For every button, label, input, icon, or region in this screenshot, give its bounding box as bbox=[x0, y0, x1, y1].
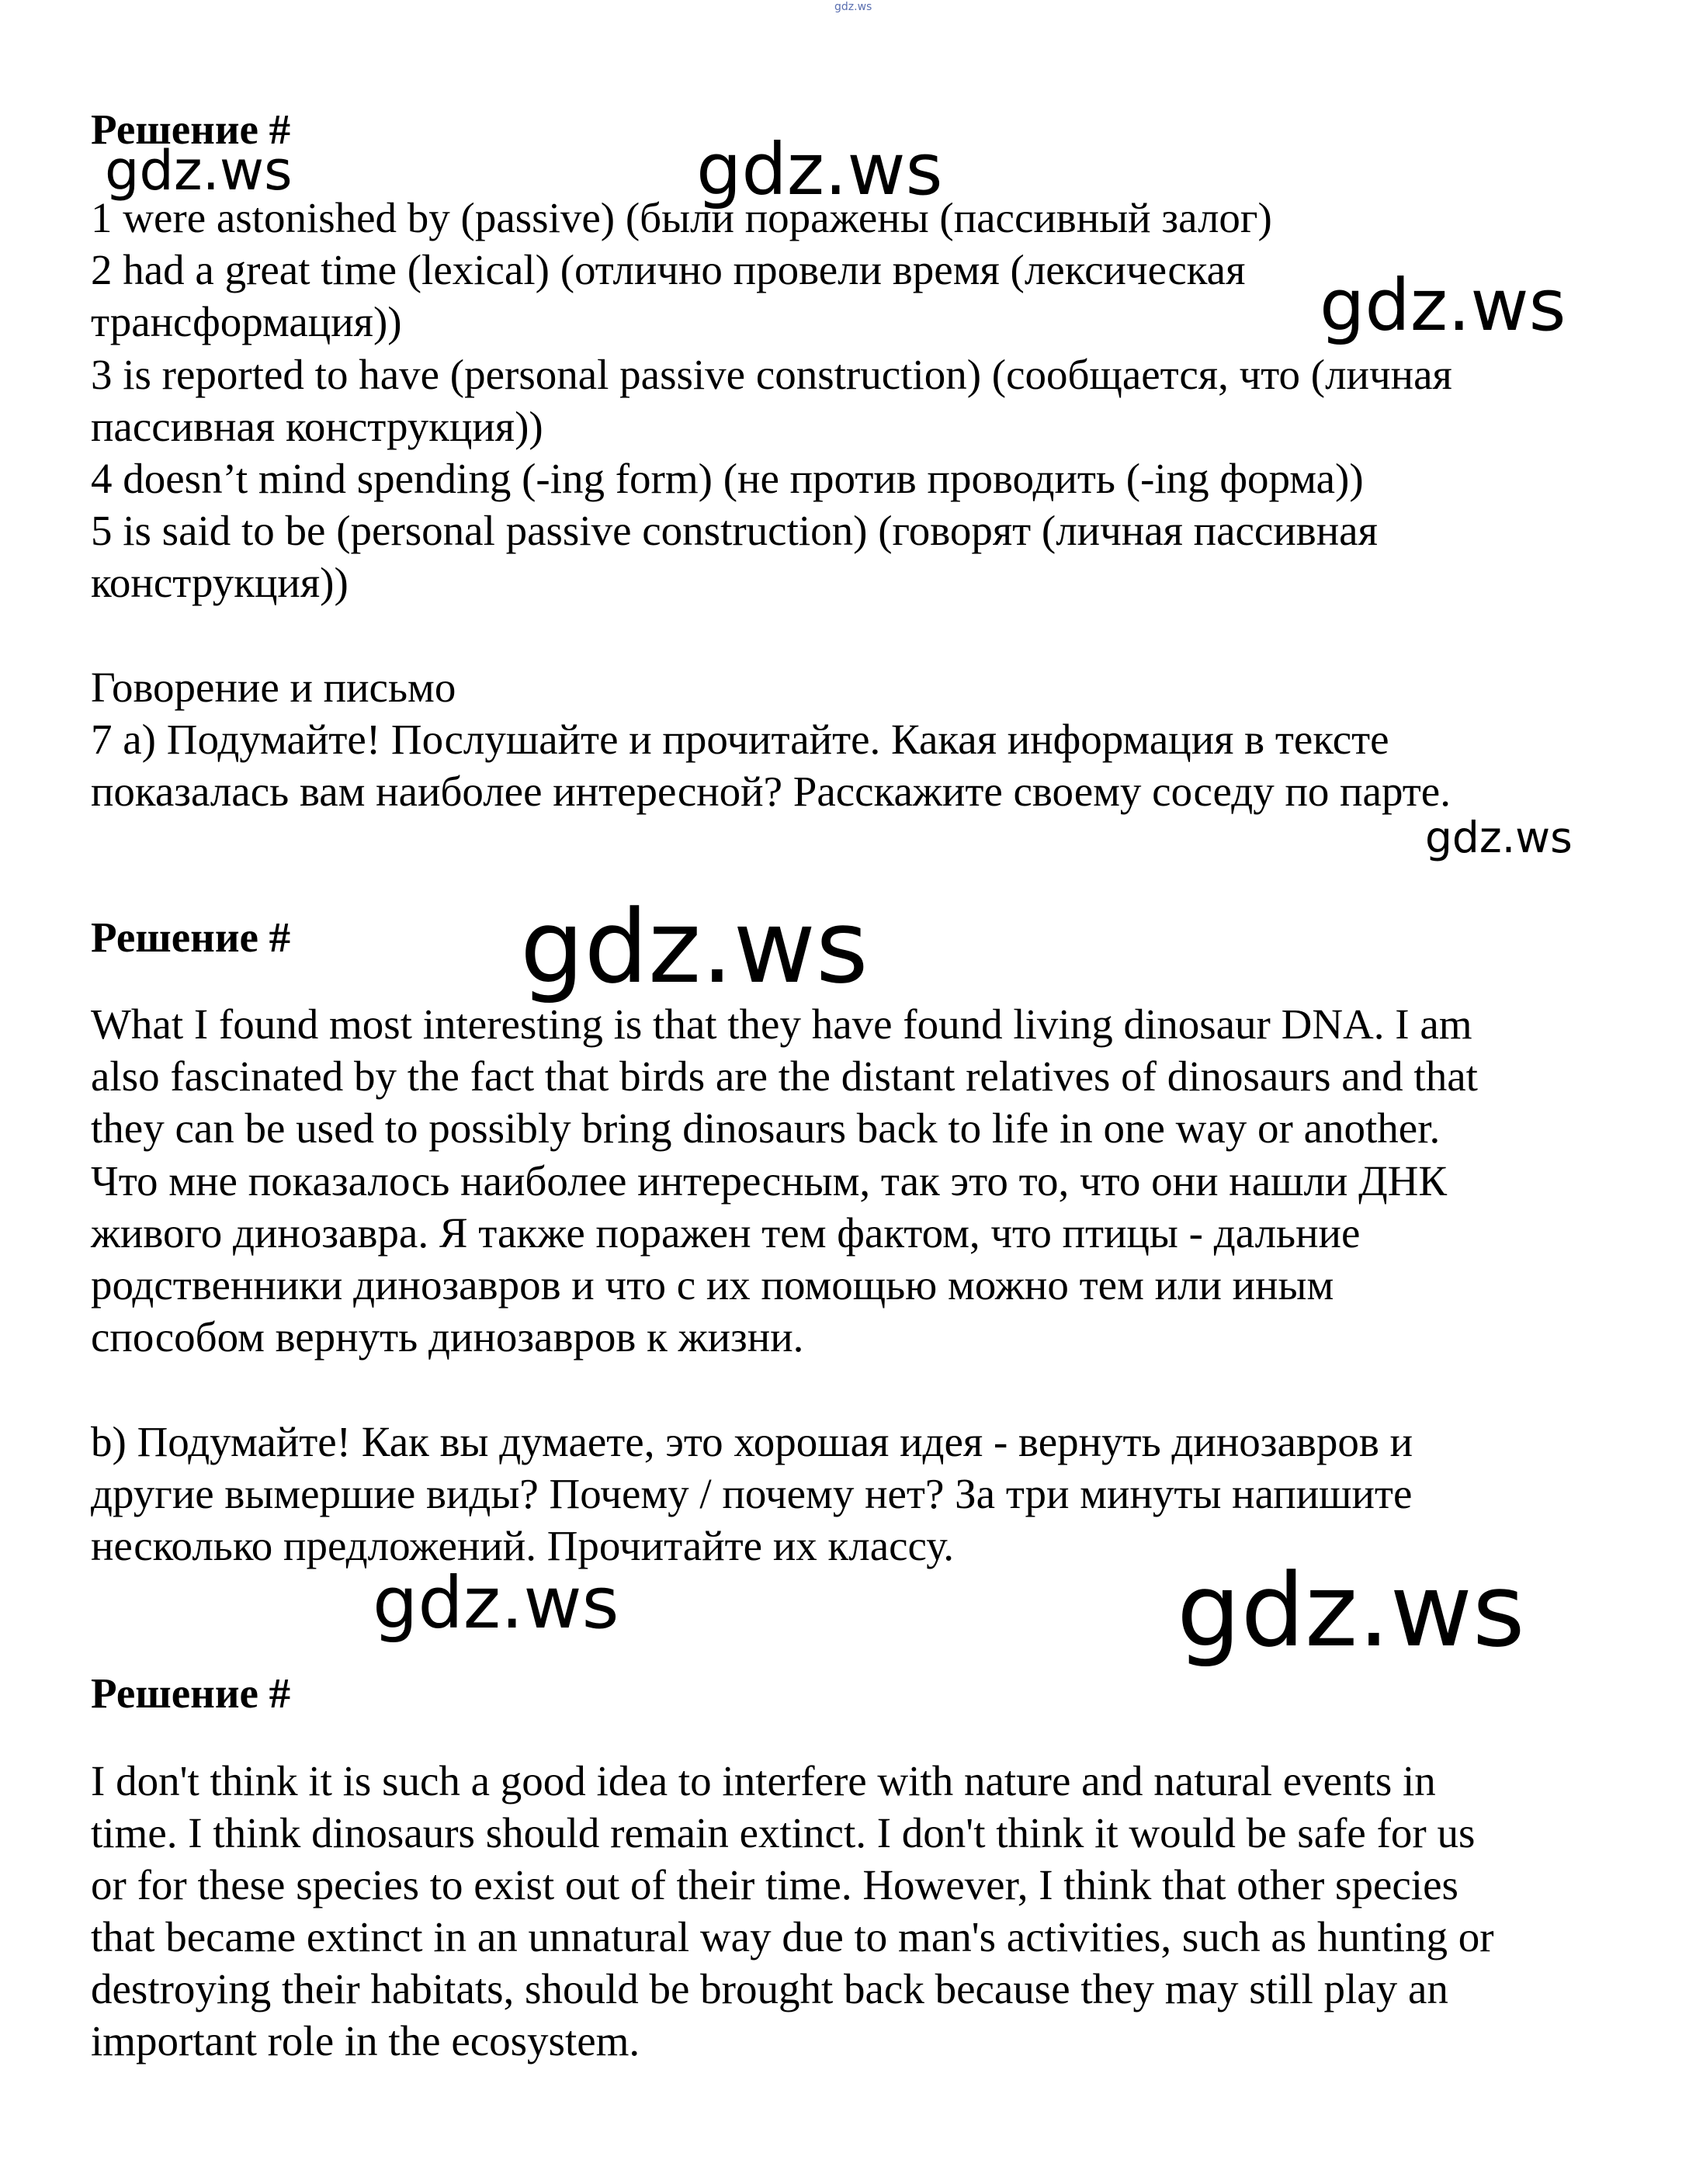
watermark: gdz.ws bbox=[1177, 1551, 1525, 1669]
task-line: b) Подумайте! Как вы думаете, это хорошая идея - вернуть динозавров и bbox=[91, 1418, 1413, 1465]
answer-line: трансформация)) bbox=[91, 298, 402, 345]
answer-line: What I found most interesting is that they have found living dinosaur DNA. I am bbox=[91, 1000, 1472, 1048]
watermark: gdz.ws bbox=[105, 139, 293, 203]
answer-line: or for these species to exist out of their time. However, I think that other species bbox=[91, 1861, 1458, 1908]
task-line: показалась вам наиболее интересной? Расскажите своему соседу по парте. bbox=[91, 768, 1451, 815]
answer-line: time. I think dinosaurs should remain extinct. I don't think it would be safe for us bbox=[91, 1809, 1476, 1856]
answer-line: 5 is said to be (personal passive construction) (говорят (личная пассивная bbox=[91, 507, 1378, 554]
answer-line: they can be used to possibly bring dinosaurs back to life in one way or another. bbox=[91, 1104, 1441, 1152]
answer-line: 2 had a great time (lexical) (отлично провели время (лексическая bbox=[91, 246, 1246, 293]
watermark: gdz.ws bbox=[373, 1562, 619, 1645]
solution-heading-2: Решение # bbox=[91, 913, 291, 961]
task-line: несколько предложений. Прочитайте их классу. bbox=[91, 1522, 954, 1569]
answer-line: also fascinated by the fact that birds are the distant relatives of dinosaurs and that bbox=[91, 1052, 1478, 1100]
answer-line: 3 is reported to have (personal passive construction) (сообщается, что (личная bbox=[91, 351, 1452, 398]
answer-line: живого динозавра. Я также поражен тем фактом, что птицы - дальние bbox=[91, 1209, 1361, 1257]
solution-heading-1: Решение # bbox=[91, 106, 291, 153]
solution-heading-3: Решение # bbox=[91, 1669, 291, 1717]
answer-line: that became extinct in an unnatural way due to man's activities, such as hunting or bbox=[91, 1913, 1494, 1960]
watermark: gdz.ws bbox=[1320, 264, 1566, 347]
watermark: gdz.ws bbox=[1425, 813, 1573, 862]
watermark: gdz.ws bbox=[520, 888, 869, 1006]
answer-line: пассивная конструкция)) bbox=[91, 403, 543, 450]
answer-line: important role in the ecosystem. bbox=[91, 2017, 640, 2064]
answer-line: 4 doesn’t mind spending (-ing form) (не против проводить (-ing форма)) bbox=[91, 455, 1364, 502]
answer-line: способом вернуть динозавров к жизни. bbox=[91, 1313, 804, 1361]
header-watermark: gdz.ws bbox=[834, 1, 872, 13]
task-line: 7 a) Подумайте! Послушайте и прочитайте. Какая информация в тексте bbox=[91, 716, 1389, 763]
answer-line: родственники динозавров и что с их помощью можно тем или иным bbox=[91, 1261, 1334, 1309]
answer-line: Что мне показалось наиболее интересным, так это то, что они нашли ДНК bbox=[91, 1157, 1448, 1205]
section-title: Говорение и письмо bbox=[91, 664, 456, 711]
answer-line: 1 were astonished by (passive) (были поражены (пассивный залог) bbox=[91, 194, 1272, 241]
answer-line: I don't think it is such a good idea to interfere with nature and natural events in bbox=[91, 1757, 1436, 1804]
answer-line: destroying their habitats, should be brought back because they may still play an bbox=[91, 1965, 1448, 2012]
task-line: другие вымершие виды? Почему / почему нет? За три минуты напишите bbox=[91, 1470, 1413, 1517]
answer-line: конструкция)) bbox=[91, 559, 349, 606]
watermark: gdz.ws bbox=[696, 128, 943, 211]
